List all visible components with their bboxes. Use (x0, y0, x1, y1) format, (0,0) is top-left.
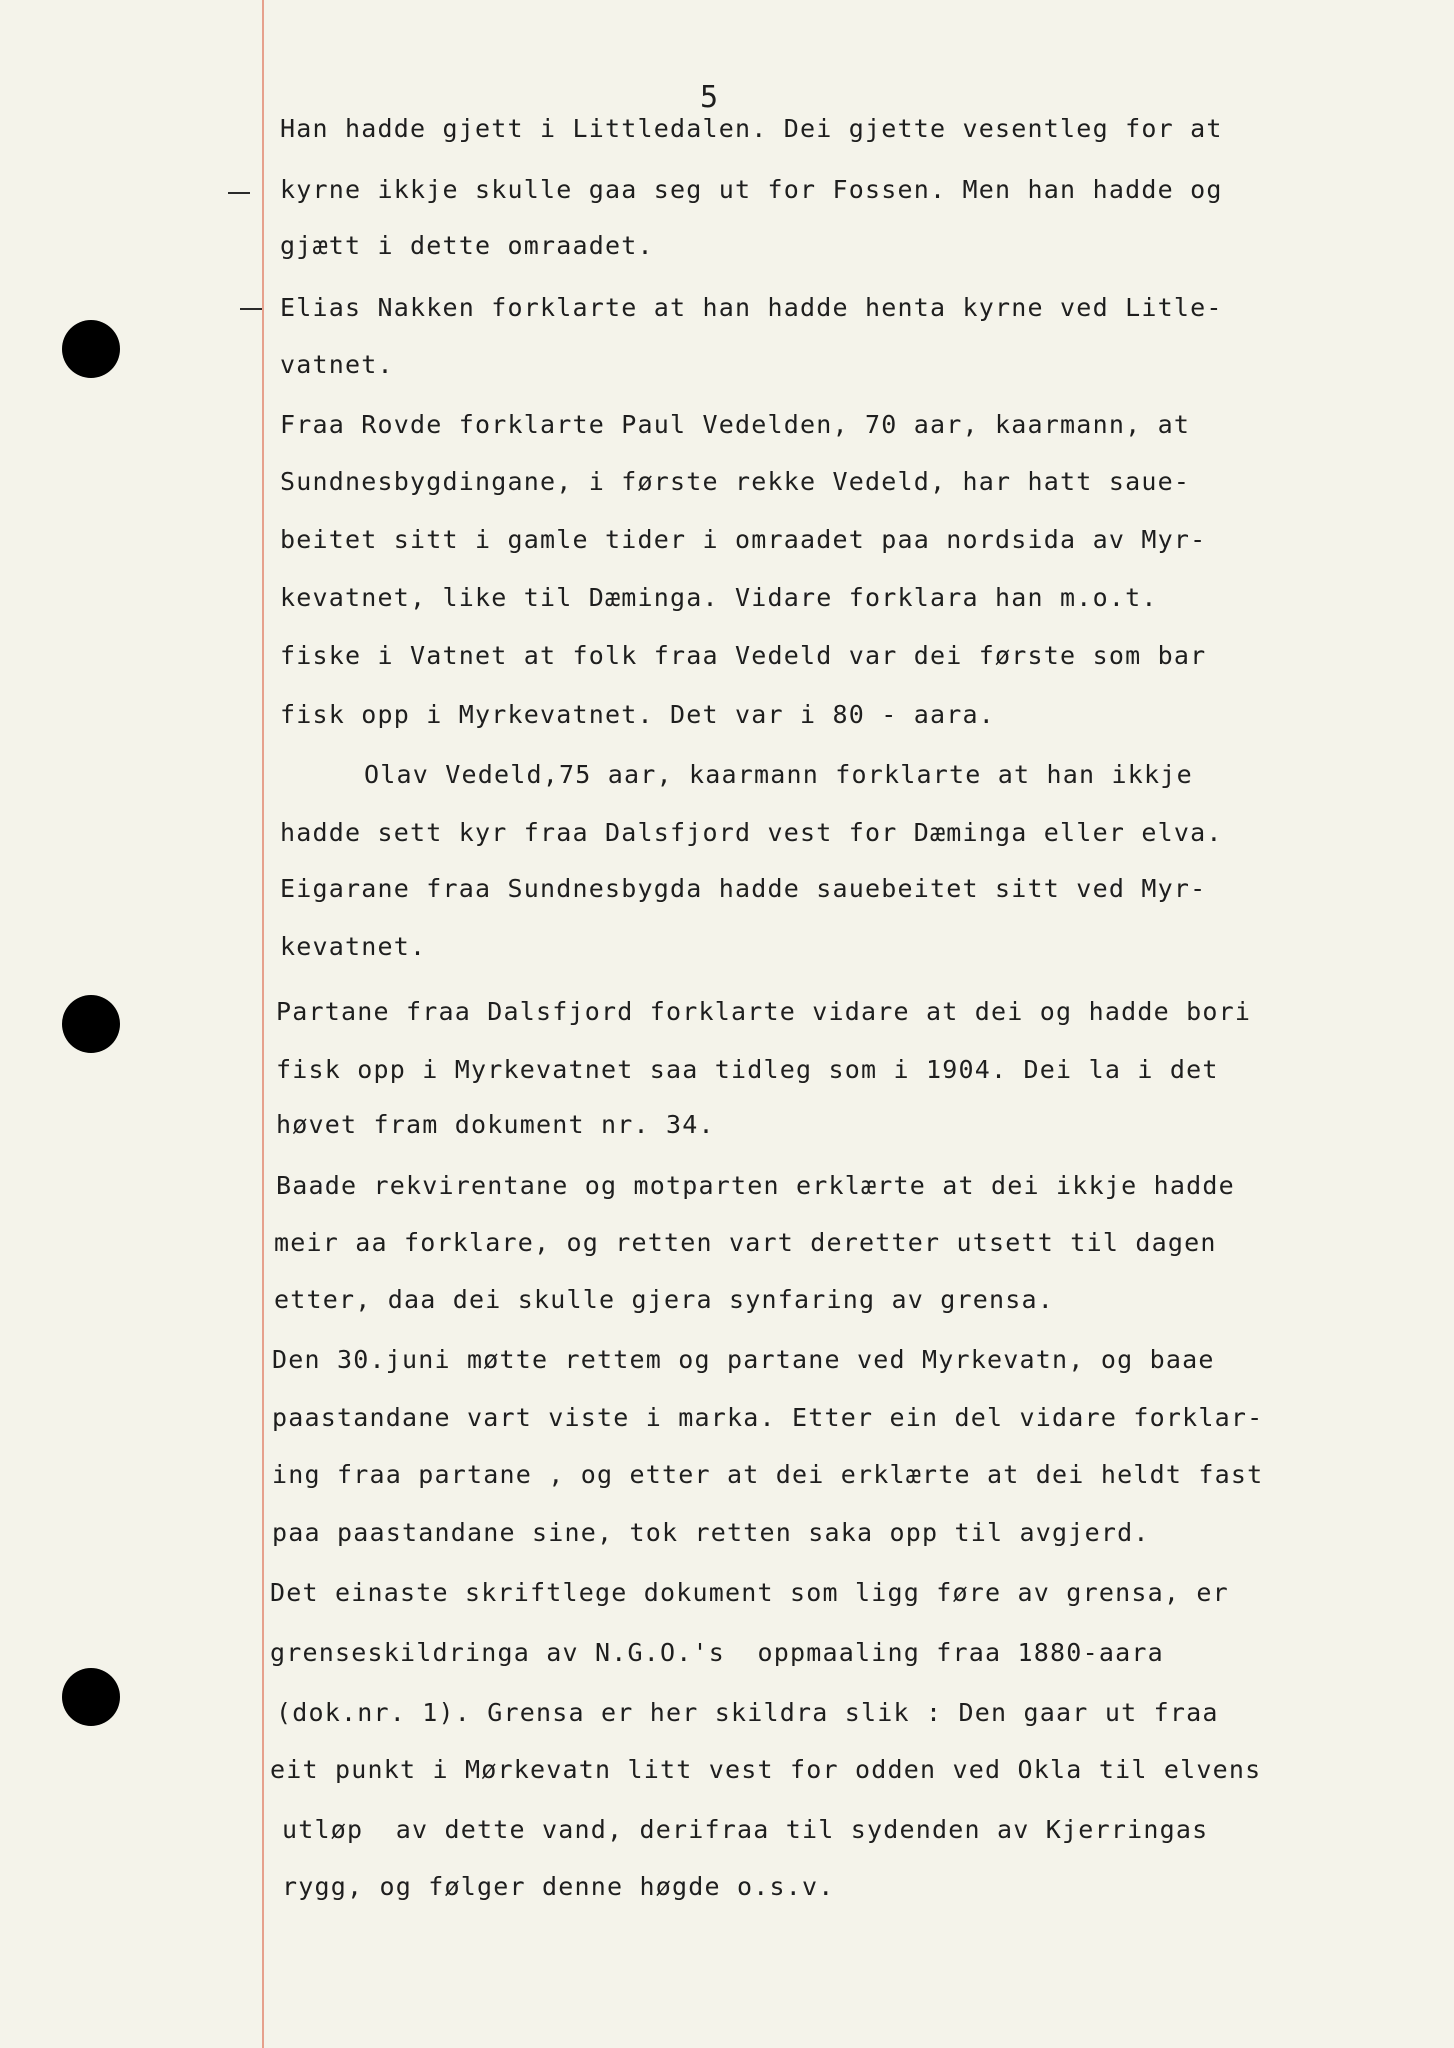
text-line: paastandane vart viste i marka. Etter ein del vidare forklar- (272, 1403, 1264, 1432)
page-number: 5 (700, 80, 720, 115)
text-line: beitet sitt i gamle tider i omraadet paa nordsida av Myr- (280, 525, 1207, 554)
text-line: rygg, og følger denne høgde o.s.v. (282, 1872, 835, 1901)
text-line: (dok.nr. 1). Grensa er her skildra slik : Den gaar ut fraa (276, 1698, 1219, 1727)
text-line: høvet fram dokument nr. 34. (276, 1110, 715, 1139)
text-line: vatnet. (280, 350, 394, 379)
punch-hole (62, 1668, 120, 1726)
text-line: etter, daa dei skulle gjera synfaring av grensa. (274, 1285, 1055, 1314)
margin-mark (240, 308, 262, 310)
text-line: fisk opp i Myrkevatnet. Det var i 80 - aara. (280, 700, 996, 729)
text-line: Den 30.juni møtte rettem og partane ved Myrkevatn, og baae (272, 1345, 1215, 1374)
text-line: meir aa forklare, og retten vart deretter utsett til dagen (274, 1228, 1217, 1257)
text-line: utløp av dette vand, derifraa til sydenden av Kjerringas (282, 1815, 1209, 1844)
text-line: ing fraa partane , og etter at dei erklærte at dei heldt fast (272, 1460, 1264, 1489)
text-line: kevatnet. (280, 932, 427, 961)
text-line: Elias Nakken forklarte at han hadde henta kyrne ved Litle- (280, 293, 1223, 322)
margin-mark (228, 192, 250, 194)
text-line: Fraa Rovde forklarte Paul Vedelden, 70 aar, kaarmann, at (280, 410, 1191, 439)
text-line: Baade rekvirentane og motparten erklærte at dei ikkje hadde (276, 1171, 1235, 1200)
text-line: gjætt i dette omraadet. (280, 231, 654, 260)
punch-hole (62, 320, 120, 378)
text-line: Sundnesbygdingane, i første rekke Vedeld, har hatt saue- (280, 467, 1191, 496)
text-line: fisk opp i Myrkevatnet saa tidleg som i 1904. Dei la i det (276, 1055, 1219, 1084)
text-line: eit punkt i Mørkevatn litt vest for odden ved Okla til elvens (270, 1755, 1262, 1784)
text-line: fiske i Vatnet at folk fraa Vedeld var dei første som bar (280, 641, 1207, 670)
margin-rule (262, 0, 264, 2048)
text-line: grenseskildringa av N.G.O.'s oppmaaling fraa 1880-aara (270, 1638, 1164, 1667)
text-line: Olav Vedeld,75 aar, kaarmann forklarte at han ikkje (364, 760, 1193, 789)
text-line: kevatnet, like til Dæminga. Vidare forklara han m.o.t. (280, 583, 1158, 612)
text-line: Det einaste skriftlege dokument som ligg føre av grensa, er (270, 1578, 1229, 1607)
text-line: Eigarane fraa Sundnesbygda hadde sauebeitet sitt ved Myr- (280, 874, 1207, 903)
text-line: kyrne ikkje skulle gaa seg ut for Fossen. Men han hadde og (280, 175, 1223, 204)
text-line: Partane fraa Dalsfjord forklarte vidare at dei og hadde bori (276, 997, 1252, 1026)
text-line: hadde sett kyr fraa Dalsfjord vest for Dæminga eller elva. (280, 818, 1223, 847)
text-line: Han hadde gjett i Littledalen. Dei gjette vesentleg for at (280, 114, 1223, 143)
punch-hole (62, 995, 120, 1053)
text-line: paa paastandane sine, tok retten saka opp til avgjerd. (272, 1518, 1150, 1547)
